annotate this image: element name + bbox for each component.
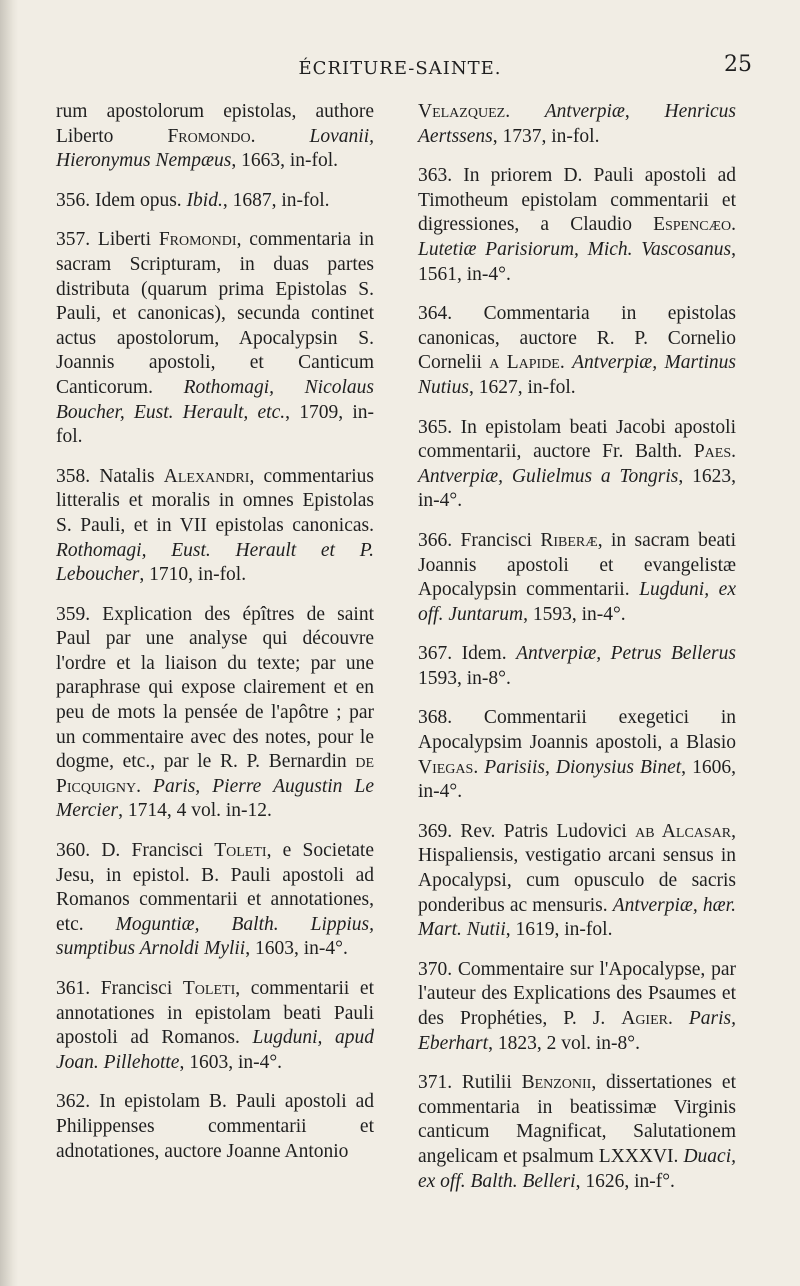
entry-368 <box>418 706 736 804</box>
entry-366 <box>418 529 736 627</box>
entry-author: Agier <box>621 1008 668 1029</box>
entry-number: 366. <box>418 529 453 551</box>
entry-360 <box>56 839 374 962</box>
entry-imprint: Parisiis, Dionysius Binet <box>484 756 682 778</box>
entry-author: de Picquigny <box>56 751 374 797</box>
entry-367 <box>418 642 736 691</box>
entry-text: Commentarii exegetici in Apocalypsim Joannis apostoli, a Blasio <box>418 707 736 754</box>
entry-text: , <box>624 101 665 122</box>
entry-text: Idem. <box>452 643 517 665</box>
entry-text: , 1823, 2 vol. in-8°. <box>488 1032 640 1054</box>
entry-continued <box>418 100 736 149</box>
entry-text: , Hispaliensis, vestigatio arcani sensus in Apocalypsi, cum opusculo de sacris ponderibus ac mensuris. <box>418 820 736 916</box>
entry-imprint: Antverpiæ, Petrus Bellerus <box>516 643 736 665</box>
entry-text: , 1714, 4 vol. in-12. <box>118 800 272 822</box>
entry-text: , commentaria in sacram Scripturam, in duas partes distributa (quarum prima Epistolas S. Pauli, et canonicas), secunda continet actus apostolorum, Apocalypsin S. Joannis apostoli, et Canticum Canticorum. <box>56 229 374 398</box>
entry-356 <box>56 189 374 214</box>
entry-text: Explication des épîtres de saint Paul par une analyse qui découvre l'ordre et la liaison du texte; par une paraphrase qui expose clairement et en peu de mots la pensée de l'apôtre ; par un commentaire avec des notes, pour le dogme, etc., par le R. P. Bernardin <box>56 603 374 773</box>
entry-imprint: Henricus Aertssens <box>418 101 736 147</box>
entry-text: , 1603, in-4°. <box>179 1051 283 1073</box>
entry-text: . <box>667 1008 689 1029</box>
entry-imprint: Moguntiæ, Balth. Lippius, sumptibus Arnoldi Mylii <box>56 913 374 960</box>
entry-author: ab Alcasar <box>635 820 732 842</box>
entry-number: 364. <box>418 303 453 325</box>
entry-357 <box>56 228 374 449</box>
entry-imprint: Lugduni, apud Joan. Pillehotte <box>56 1027 374 1073</box>
entry-text: 1593, in-8°. <box>418 667 511 689</box>
entry-text: Liberti <box>90 229 159 251</box>
entry-text: , in sacram beati Joannis apostoli et evangelistæ Apocalypsin commentarii. <box>418 529 736 601</box>
entry-number: 363. <box>418 165 453 187</box>
entry-number: 359. <box>56 603 91 625</box>
entry-author: a Lapide <box>489 352 560 374</box>
entry-text: . <box>473 756 485 778</box>
entry-text: , 1737, in-fol. <box>492 125 600 147</box>
entry-text: In epistolam B. Pauli apostoli ad Philippenses commentarii et adnotationes, auctore Joanne Antonio <box>56 1091 374 1162</box>
entry-text: . <box>505 101 545 122</box>
entry-author: Fromondi <box>158 229 237 251</box>
entry-imprint: Antverpiæ <box>544 101 625 122</box>
entry-number: 361. <box>56 978 91 999</box>
left-column <box>56 100 374 1179</box>
entry-imprint: Antverpiæ, Martinus Nutius <box>418 352 736 398</box>
entry-text: , 1709, in-fol. <box>56 401 374 448</box>
entry-365 <box>418 416 736 514</box>
entry-imprint: Ibid. <box>186 189 223 211</box>
page-number: 25 <box>724 52 752 77</box>
entry-text: Rev. Patris Ludovici <box>452 820 636 842</box>
entry-author: Toleti <box>214 840 267 862</box>
entry-text: , 1606, in-4°. <box>418 756 737 803</box>
entry-text: , 1623, in-4°. <box>418 465 737 512</box>
entry-number: 369. <box>418 820 453 842</box>
entry-text: . <box>250 125 310 147</box>
entry-text: , 1619, in-fol. <box>505 919 613 941</box>
entry-text: , commentarius litteralis et moralis in omnes Epistolas S. Pauli, et in VII epistolas canonicas. <box>56 465 374 536</box>
entry-imprint: Rothomagi, Nicolaus Boucher, Eust. Herault, etc. <box>56 376 374 423</box>
entry-imprint: Lovanii, Hieronymus Nempæus <box>56 125 374 172</box>
entry-358 <box>56 465 374 588</box>
entry-text: , e Societate Jesu, in epistol. B. Pauli apostoli ad Romanos commentarii et annotationes, etc. <box>56 840 374 935</box>
entry-text: Francisci <box>452 529 541 551</box>
entry-text: , 1687, in-fol. <box>222 189 330 211</box>
entry-author: Alexandri <box>163 465 250 487</box>
entry-text: . <box>559 352 573 374</box>
entry-text: In priorem D. Pauli apostoli ad Timotheum epistolam commentarii et digressiones, a Claudio <box>418 165 736 236</box>
entry-text: . <box>731 441 736 463</box>
entry-author: Toleti <box>182 978 236 999</box>
entry-text: rum apostolorum epistolas, authore Liberto <box>56 101 374 147</box>
entry-text: D. Francisci <box>90 840 215 862</box>
entry-362 <box>56 1090 374 1164</box>
entry-364 <box>418 302 736 400</box>
page-edge-shadow <box>0 0 18 1286</box>
entry-text: , 1603, in-4°. <box>245 938 348 960</box>
entry-text: . <box>731 214 736 236</box>
entry-author: Fromondo <box>167 125 251 147</box>
entry-359 <box>56 603 374 824</box>
entry-text: Commentaire sur l'Apocalypse, par l'auteur des Explications des Psaumes et des Prophéties, P. J. <box>418 958 736 1029</box>
entry-author: Espencæo <box>653 214 732 236</box>
entry-text: Natalis <box>90 465 164 487</box>
entry-text: , 1627, in-fol. <box>468 376 576 398</box>
entry-text: , 1663, in-fol. <box>231 150 339 172</box>
entry-369 <box>418 820 736 943</box>
entry-imprint: Paris, Eberhart <box>418 1008 737 1054</box>
entry-text: . <box>136 775 154 797</box>
entry-text: In epistolam beati Jacobi apostoli commentarii, auctore Fr. Balth. <box>418 416 736 463</box>
entry-continued <box>56 100 374 174</box>
entry-text: Idem opus. <box>90 189 187 211</box>
right-column <box>418 100 736 1209</box>
entry-number: 365. <box>418 416 453 438</box>
entry-imprint: Paris, Pierre Augustin Le Mercier <box>56 775 374 822</box>
entry-imprint: Lutetiæ Parisiorum, Mich. Vascosanus <box>418 238 732 260</box>
entry-text: , 1626, in-f°. <box>575 1170 675 1192</box>
entry-number: 356. <box>56 189 91 211</box>
entry-text: Francisci <box>90 978 183 999</box>
entry-author: Velazquez <box>418 101 506 122</box>
entry-number: 370. <box>418 958 453 980</box>
entry-363 <box>418 164 736 287</box>
entry-author: Paes <box>693 441 732 463</box>
entry-370 <box>418 958 736 1056</box>
entry-text: , 1561, in-4°. <box>418 238 736 285</box>
entry-number: 357. <box>56 229 91 251</box>
entry-number: 368. <box>418 707 453 729</box>
entry-number: 358. <box>56 465 91 487</box>
entry-number: 371. <box>418 1072 453 1094</box>
entry-number: 362. <box>56 1091 91 1113</box>
entry-371 <box>418 1071 736 1194</box>
running-title: ÉCRITURE-SAINTE. <box>298 58 502 79</box>
entry-361 <box>56 977 374 1075</box>
entry-imprint: Duaci, ex off. Balth. Belleri <box>418 1145 736 1192</box>
entry-imprint: Antverpiæ, hær. Mart. Nutii <box>418 894 736 941</box>
entry-imprint: Lugduni, ex off. Juntarum <box>418 579 736 625</box>
entry-author: Riberæ <box>540 529 598 551</box>
entry-number: 367. <box>418 643 453 665</box>
entry-number: 360. <box>56 840 91 862</box>
entry-text: , 1710, in-fol. <box>139 564 247 586</box>
entry-imprint: Rothomagi, Eust. Herault et P. Leboucher <box>56 539 374 586</box>
entry-text: , dissertationes et commentaria in beatissimæ Virginis canticum Magnificat, Salutationem angelicam et psalmum LXXXVI. <box>418 1072 736 1167</box>
entry-author: Viegas <box>418 756 474 778</box>
entry-imprint: Antverpiæ, Gulielmus a Tongris <box>418 465 679 487</box>
entry-text: Commentaria in epistolas canonicas, auctore R. P. Cornelio Cornelii <box>418 303 736 374</box>
entry-text: Rutilii <box>452 1072 522 1094</box>
entry-text: , 1593, in-4°. <box>523 603 626 625</box>
entry-text: , commentarii et annotationes in epistolam beati Pauli apostoli ad Romanos. <box>56 978 375 1049</box>
entry-author: Benzonii <box>521 1072 592 1094</box>
